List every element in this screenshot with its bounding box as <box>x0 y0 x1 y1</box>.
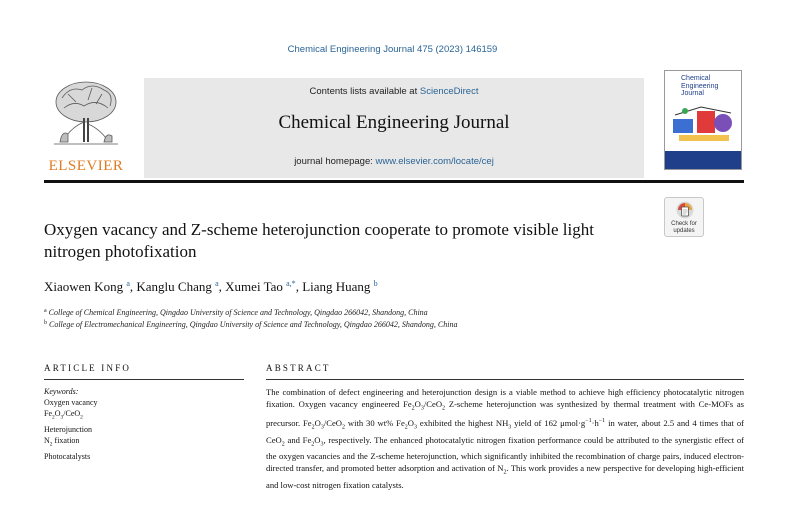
keyword-item: Heterojunction <box>44 425 92 435</box>
abstract-divider <box>266 379 744 380</box>
check-for-updates-button[interactable] <box>664 197 704 237</box>
cover-title-line: Engineering <box>681 82 719 90</box>
cover-title-line: Journal <box>681 90 704 97</box>
keyword-item: Oxygen vacancy <box>44 398 98 408</box>
journal-homepage-link[interactable]: www.elsevier.com/locate/cej <box>375 156 494 167</box>
cover-title <box>681 75 718 98</box>
abstract-heading: ABSTRACT <box>266 363 331 373</box>
author-affiliation-mark[interactable]: a <box>126 279 130 288</box>
affiliation-text: College of Electromechanical Engineering, Qingdao University of Science and Technology, Qingdao 266042, Shandong, China <box>49 320 458 329</box>
keyword-item: $Fe_2O_3/CeO_2$ <box>44 409 83 421</box>
article-info-heading: ARTICLE INFO <box>44 363 132 373</box>
sciencedirect-link[interactable]: ScienceDirect <box>419 86 479 97</box>
affiliation-mark: b <box>44 320 47 326</box>
check-updates-line: updates <box>673 228 695 234</box>
elsevier-logo[interactable] <box>44 78 128 178</box>
affiliation-b <box>44 320 457 329</box>
check-updates-label <box>665 221 703 235</box>
contents-available-line <box>144 86 644 97</box>
author-separator: , <box>129 279 137 294</box>
article-info-divider <box>44 379 244 380</box>
elsevier-wordmark: ELSEVIER <box>48 158 124 174</box>
author-separator: , <box>218 279 226 294</box>
keywords-label: Keywords: <box>44 387 79 396</box>
cover-footer-band <box>665 151 741 169</box>
journal-homepage-line <box>144 156 644 167</box>
author-name[interactable]: Xiaowen Kong <box>44 279 124 294</box>
author-name[interactable]: Kanglu Chang <box>136 279 212 294</box>
keyword-item: $N_2$ fixation <box>44 436 80 448</box>
journal-name: Chemical Engineering Journal <box>278 112 510 133</box>
article-title: Oxygen vacancy and Z-scheme heterojunction cooperate to promote visible light nitrogen photofixation <box>44 220 594 261</box>
affiliation-a <box>44 308 428 317</box>
check-updates-line: Check for <box>671 221 697 227</box>
masthead-panel <box>144 78 644 178</box>
masthead-divider <box>44 180 744 183</box>
author-affiliation-mark[interactable]: a,* <box>286 279 296 288</box>
cover-artwork-icon <box>671 101 737 149</box>
author-affiliation-mark[interactable]: a <box>215 279 219 288</box>
affiliation-text: College of Chemical Engineering, Qingdao University of Science and Technology, Qingdao 266042, Shandong, China <box>48 308 428 317</box>
journal-cover-thumbnail[interactable] <box>664 70 742 170</box>
journal-citation[interactable]: Chemical Engineering Journal 475 (2023) 146159 <box>287 44 498 55</box>
homepage-prefix: journal homepage: <box>294 156 376 167</box>
check-updates-icon <box>676 201 694 219</box>
cover-title-line: Chemical <box>681 75 711 82</box>
keywords-block <box>44 386 98 462</box>
author-affiliation-mark[interactable]: b <box>373 279 378 288</box>
abstract-text: The combination of defect engineering and heterojunction design is a viable method to achieve high efficiency photocatalytic nitrogen fixation. Oxygen vacancy engineered $Fe_2O_3/CeO_2$ Z-scheme heterojunction was synthesized by thermal treatment with Ce-MOFs as precursor. $Fe_2O_3/CeO_2$ with 30 wt% $Fe_2O_3$ exhibited the highest $NH_3$ yield of 162 $\mu mol\cdot g^{-1}\cdot h^{-1}$ in water, about 2.5 and 4 times that of CeO$_2$ and $Fe_2O_3$, respectively. The enhanced photocatalytic nitrogen fixation performance could be attributed to the synergistic effect of the oxygen vacancies and the Z-scheme heterojunction, which significantly inhibited the recombination of charge pairs, induced electron-directed transfer, and promoted better adsorption and activation of $N_2$. This work provides a new perspective for developing high-efficient and low-cost nitrogen fixation catalysts. <box>266 387 744 491</box>
contents-prefix: Contents lists available at <box>309 86 420 97</box>
author-name[interactable]: Xumei Tao <box>225 279 283 294</box>
author-name[interactable]: Liang Huang <box>302 279 371 294</box>
author-separator: , <box>295 279 303 294</box>
keyword-item: Photocatalysts <box>44 452 91 462</box>
elsevier-tree-icon <box>48 78 124 150</box>
journal-masthead <box>44 70 744 178</box>
author-list <box>44 279 378 295</box>
affiliation-mark: a <box>44 308 47 314</box>
